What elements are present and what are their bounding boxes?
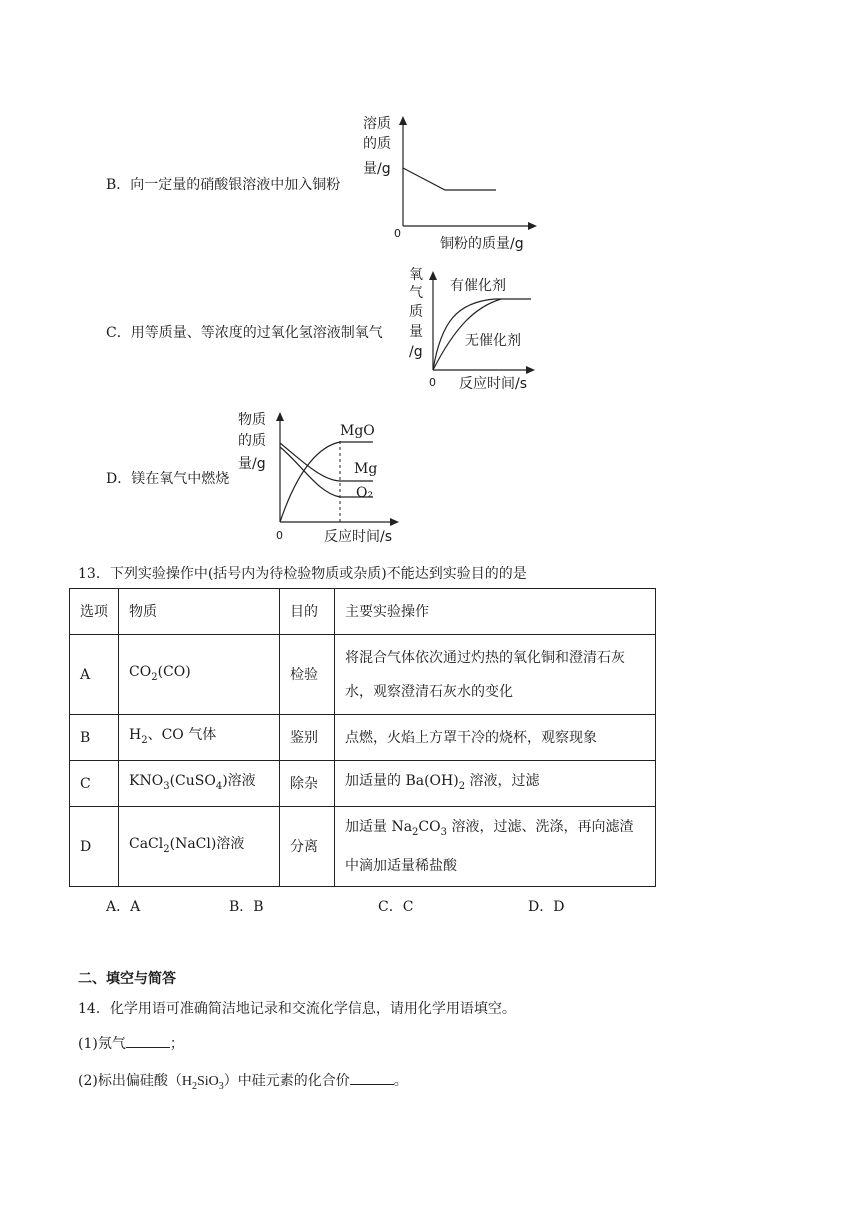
row-b-goal: 鉴别	[280, 715, 335, 761]
table-row	[70, 635, 656, 715]
q13-stem: 13．下列实验操作中(括号内为待检验物质或杂质)不能达到实验目的的是	[78, 566, 527, 582]
chart-d-label-mg: Mg	[354, 461, 378, 477]
header-substance: 物质	[119, 589, 280, 635]
chart-c-ylabel-5: /g	[409, 344, 423, 360]
section-title: 二、填空与简答	[78, 971, 176, 987]
row-d-substance: CaCl$_2$(NaCl)溶液	[119, 807, 280, 887]
chart-b-origin: 0	[394, 227, 401, 240]
q14-formula: $H_2SiO_3$	[181, 1074, 224, 1092]
row-c-operation: 加适量的 $Ba(OH)_2$ 溶液，过滤	[335, 761, 656, 807]
header-goal: 目的	[280, 589, 335, 635]
row-b-option: B	[70, 715, 119, 761]
row-a-option: A	[70, 635, 119, 715]
chart-d-label-o2: O₂	[356, 485, 374, 501]
row-d-goal: 分离	[280, 807, 335, 887]
chart-d	[236, 405, 406, 547]
option-b-text: B．向一定量的硝酸银溶液中加入铜粉	[106, 177, 341, 193]
chart-c	[405, 262, 540, 397]
option-c-text: C．用等质量、等浓度的过氧化氢溶液制氧气	[106, 325, 383, 341]
q13-table	[69, 588, 656, 887]
chart-c-y-arrow	[429, 271, 437, 280]
chart-b-ylabel-3: 量/g	[363, 161, 391, 177]
chart-d-xlabel: 反应时间/s	[324, 529, 393, 545]
choice-b[interactable]: B．B	[229, 899, 264, 915]
q14-part2-blank[interactable]	[350, 1070, 394, 1085]
chart-b-ylabel-2: 的质	[363, 136, 391, 152]
row-a-goal: 检验	[280, 635, 335, 715]
chart-b-y-arrow	[399, 116, 407, 125]
chart-b-line	[403, 168, 496, 190]
chart-c-xlabel: 反应时间/s	[459, 376, 528, 392]
q14-part1-label: (1)氖气	[78, 1036, 126, 1052]
option-d-text: D．镁在氧气中燃烧	[106, 471, 230, 487]
chart-d-ylabel-1: 物质	[238, 412, 266, 428]
chart-d-y-arrow	[276, 412, 284, 421]
chart-b-ylabel-1: 溶质	[363, 116, 391, 132]
chart-d-x-arrow	[390, 518, 399, 526]
row-c-substance: $KNO_3(CuSO_4)$溶液	[119, 761, 280, 807]
table-row	[70, 761, 656, 807]
chart-c-x-arrow	[526, 366, 535, 374]
header-option: 选项	[70, 589, 119, 635]
chart-c-ylabel-1: 氧	[409, 267, 423, 283]
choice-c[interactable]: C．C	[378, 899, 414, 915]
chart-b	[360, 110, 540, 255]
chart-d-label-mgo: MgO	[340, 423, 375, 439]
chart-c-label-catalyst: 有催化剂	[450, 278, 506, 294]
table-row	[70, 715, 656, 761]
row-a-operation: 将混合气体依次通过灼热的氧化铜和澄清石灰水，观察澄清石灰水的变化	[335, 635, 656, 715]
row-b-substance: $H_2$、CO 气体	[119, 715, 280, 761]
chart-d-ylabel-2: 的质	[238, 433, 266, 449]
choice-d[interactable]: D．D	[528, 899, 565, 915]
chart-c-ylabel-4: 量	[409, 324, 423, 340]
chart-b-xlabel: 铜粉的质量/g	[440, 236, 524, 252]
q14-part2	[78, 1070, 408, 1092]
chart-c-ylabel-3: 质	[409, 304, 423, 320]
q14-part1-blank[interactable]	[126, 1033, 170, 1048]
chart-c-ylabel-2: 气	[409, 285, 423, 301]
q14-stem: 14．化学用语可准确简洁地记录和交流化学信息，请用化学用语填空。	[78, 1001, 516, 1017]
q14-part1-end: ；	[169, 1036, 184, 1052]
chart-d-ylabel-3: 量/g	[238, 456, 266, 472]
row-d-operation: 加适量 $Na_2CO_3$ 溶液，过滤、洗涤，再向滤渣中滴加适量稀盐酸	[335, 807, 656, 887]
chart-c-label-no-catalyst: 无催化剂	[465, 333, 521, 349]
chart-c-origin: 0	[429, 376, 436, 389]
row-c-option: C	[70, 761, 119, 807]
table-row	[70, 807, 656, 887]
choice-a[interactable]: A．A	[106, 899, 141, 915]
row-a-substance: $CO_2(CO)$	[119, 635, 280, 715]
q14-part2-label-2: ）中硅元素的化合价	[223, 1073, 350, 1089]
chart-d-origin: 0	[276, 529, 283, 542]
q14-part1	[78, 1033, 184, 1053]
table-header-row	[70, 589, 656, 635]
header-operation: 主要实验操作	[335, 589, 656, 635]
row-c-goal: 除杂	[280, 761, 335, 807]
q14-part2-label: (2)标出偏硅酸（	[78, 1073, 182, 1089]
q14-part2-end: 。	[393, 1073, 408, 1089]
row-b-operation: 点燃，火焰上方罩干冷的烧杯，观察现象	[335, 715, 656, 761]
chart-b-x-arrow	[528, 222, 537, 230]
row-d-option: D	[70, 807, 119, 887]
